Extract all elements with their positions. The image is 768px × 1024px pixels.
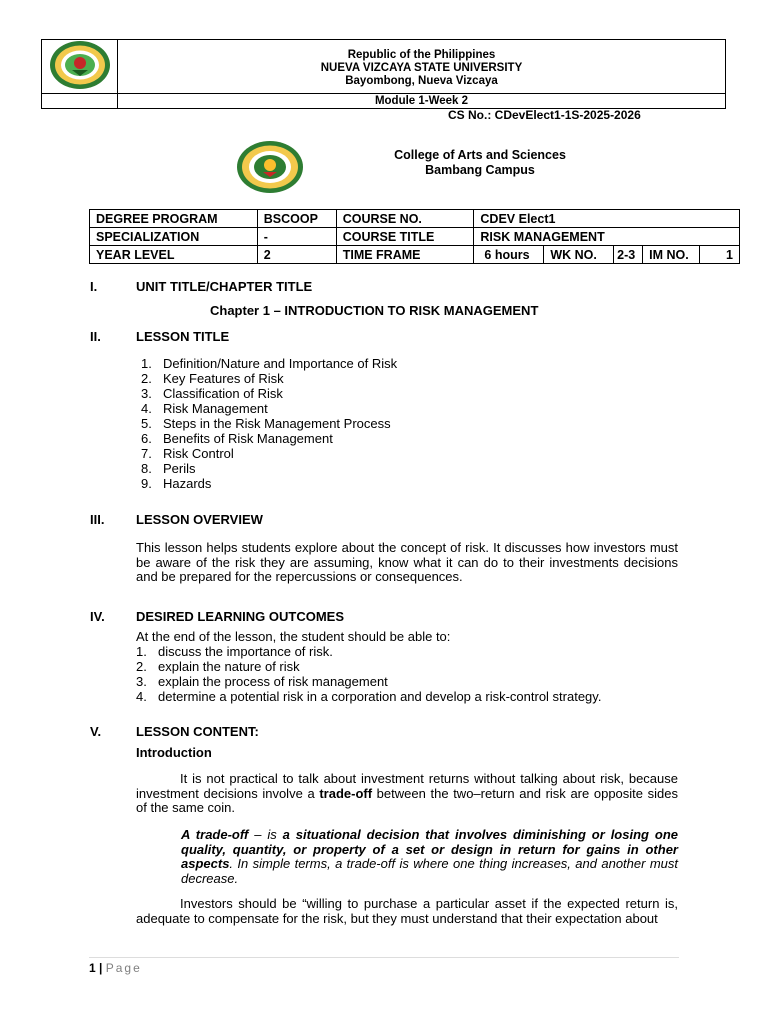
list-item: 3. Classification of Risk xyxy=(141,386,283,401)
header-location: Bayombong, Nueva Vizcaya xyxy=(345,75,498,87)
list-item: 5. Steps in the Risk Management Process xyxy=(141,416,391,431)
table-cell: TIME FRAME xyxy=(336,246,474,264)
table-cell: RISK MANAGEMENT xyxy=(474,228,740,246)
section-number: IV. xyxy=(90,609,105,624)
table-cell: BSCOOP xyxy=(257,210,336,228)
table-cell: 6 hours xyxy=(474,246,544,264)
list-item: 3. explain the process of risk management xyxy=(136,674,388,689)
table-cell: DEGREE PROGRAM xyxy=(90,210,258,228)
list-item: 2. explain the nature of risk xyxy=(136,659,300,674)
header-line1: Republic of the Philippines xyxy=(347,49,496,61)
footer-divider xyxy=(89,957,679,958)
page-label: Page xyxy=(105,961,142,975)
table-cell: 1 xyxy=(700,246,740,264)
introduction-paragraph: It is not practical to talk about investment returns without talking about risk, because investment decisions involve a trade-off between the two–return and risk are opposite sides of the same coin. xyxy=(136,771,679,815)
cs-number: CS No.: CDevElect1-1S-2025-2026 xyxy=(448,108,641,122)
college-name: College of Arts and Sciences xyxy=(394,148,566,162)
investors-paragraph: Investors should be “willing to purchase a particular asset if the expected return is, adequate to compensate for the risk, but they must understand that their expectation about xyxy=(136,896,678,926)
section-title: LESSON OVERVIEW xyxy=(136,512,263,527)
module-label: Module 1-Week 2 xyxy=(118,94,726,109)
outcomes-intro: At the end of the lesson, the student should be able to: xyxy=(136,629,451,644)
college-seal-icon xyxy=(235,140,305,194)
table-cell: 2 xyxy=(257,246,336,264)
section-number: II. xyxy=(90,329,101,344)
table-cell: WK NO. xyxy=(544,246,614,264)
table-cell: - xyxy=(257,228,336,246)
page-separator: | xyxy=(99,961,103,975)
chapter-title: Chapter 1 – INTRODUCTION TO RISK MANAGEMENT xyxy=(210,303,539,318)
list-item: 7. Risk Control xyxy=(141,446,234,461)
list-item: 4. Risk Management xyxy=(141,401,268,416)
introduction-heading: Introduction xyxy=(136,745,212,760)
university-logo-cell xyxy=(42,40,118,94)
header-empty-cell xyxy=(42,94,118,109)
header-university: NUEVA VIZCAYA STATE UNIVERSITY xyxy=(320,62,523,74)
campus-name: Bambang Campus xyxy=(425,163,535,177)
table-cell: COURSE TITLE xyxy=(336,228,474,246)
trade-off-term: trade-off xyxy=(319,785,373,801)
lesson-title-list xyxy=(141,356,397,491)
page-footer xyxy=(89,961,142,975)
list-item: 8. Perils xyxy=(141,461,196,476)
table-cell: 2-3 xyxy=(614,246,643,264)
table-row xyxy=(90,246,740,264)
list-item: 1. discuss the importance of risk. xyxy=(136,644,333,659)
header-text-cell xyxy=(118,40,726,94)
section-number: III. xyxy=(90,512,105,527)
list-item: 9. Hazards xyxy=(141,476,212,491)
list-item: 1. Definition/Nature and Importance of Risk xyxy=(141,356,398,371)
section-title: LESSON CONTENT: xyxy=(136,724,259,739)
table-row xyxy=(90,210,740,228)
list-item: 6. Benefits of Risk Management xyxy=(141,431,333,446)
table-cell: CDEV Elect1 xyxy=(474,210,740,228)
university-seal-icon xyxy=(48,40,112,90)
table-cell: SPECIALIZATION xyxy=(90,228,258,246)
table-row xyxy=(90,228,740,246)
page-number: 1 xyxy=(89,961,96,975)
header-table xyxy=(41,39,726,109)
overview-paragraph: This lesson helps students explore about the concept of risk. It discusses how investors must be aware of the risk they are assuming, know what it can do to their investments decisions and be prepared for the repercussions or consequences. xyxy=(136,540,678,584)
table-cell: YEAR LEVEL xyxy=(90,246,258,264)
list-item: 2. Key Features of Risk xyxy=(141,371,284,386)
section-number: V. xyxy=(90,724,102,739)
trade-off-definition: A trade-off – is a situational decision that involves diminishing or losing one quality, quantity, or property of a set or design in return for gains in other aspects. In simple terms, a trade-off is where one thing increases, and another must decrease. xyxy=(181,827,678,886)
college-block xyxy=(340,148,620,178)
section-title: UNIT TITLE/CHAPTER TITLE xyxy=(136,279,313,294)
list-item: 4. determine a potential risk in a corporation and develop a risk-control strategy. xyxy=(136,689,602,704)
section-title: LESSON TITLE xyxy=(136,329,230,344)
outcomes-list xyxy=(136,644,601,704)
section-number: I. xyxy=(90,279,98,294)
table-cell: COURSE NO. xyxy=(336,210,474,228)
table-cell: IM NO. xyxy=(643,246,700,264)
course-info-table xyxy=(89,209,740,264)
section-title: DESIRED LEARNING OUTCOMES xyxy=(136,609,345,624)
